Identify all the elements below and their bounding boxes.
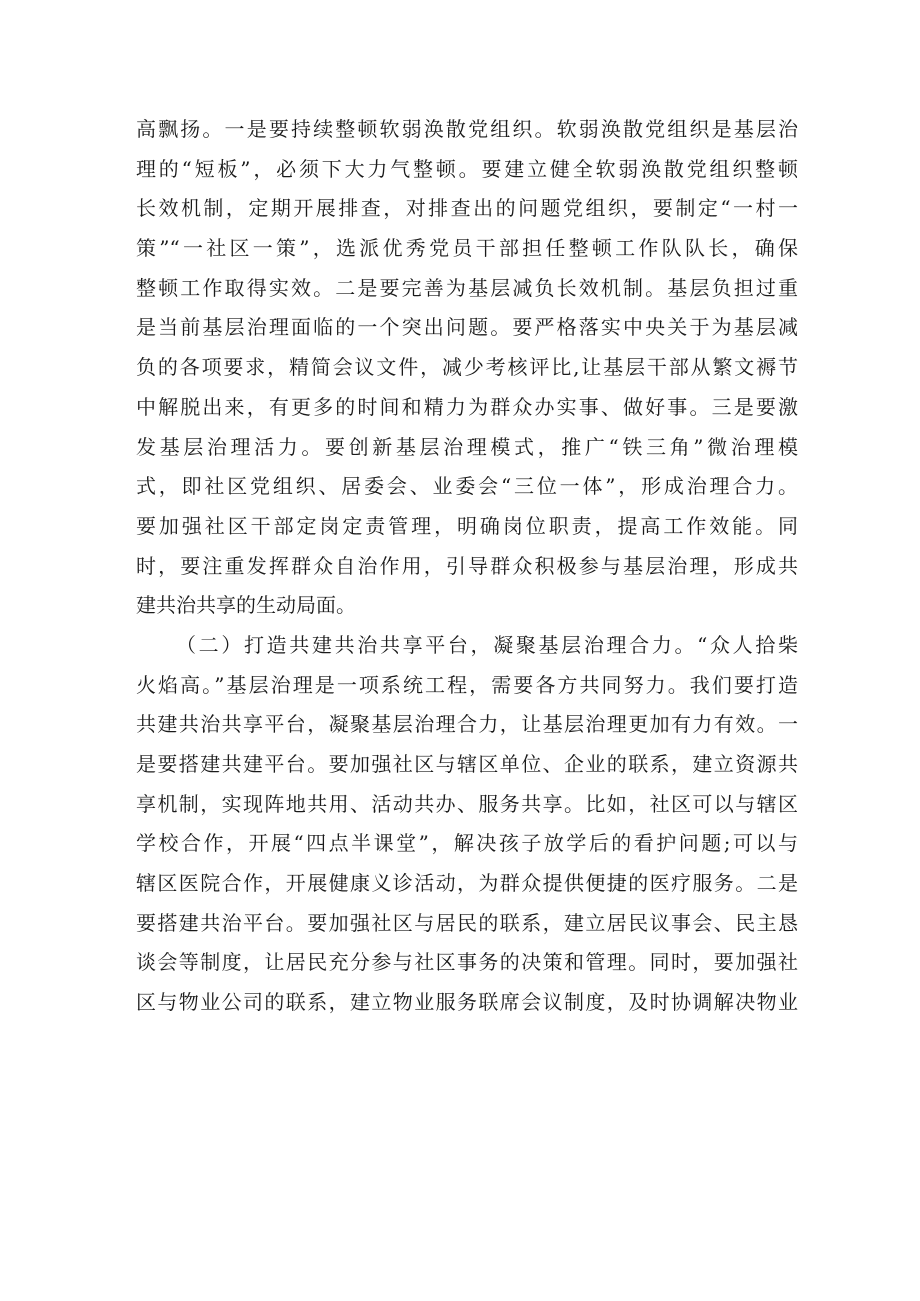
- text-line: 是要搭建共建平台。要加强社区与辖区单位、企业的联系，建立资源共: [136, 752, 798, 776]
- text-line: 共建共治共享平台，凝聚基层治理合力，让基层治理更加有力有效。一: [136, 712, 798, 737]
- text-line: 要加强社区干部定岗定责管理，明确岗位职责，提高工作效能。同: [136, 513, 798, 538]
- text-line: 辖区医院合作，开展健康义诊活动，为群众提供便捷的医疗服务。二是: [136, 871, 798, 896]
- section-heading-line: （二）打造共建共治共享平台，凝聚基层治理合力。“众人拾柴: [176, 632, 798, 657]
- text-line: 理的“短板”，必须下大力气整顿。要建立健全软弱涣散党组织整顿: [136, 156, 798, 181]
- text-line: 高飘扬。一是要持续整顿软弱涣散党组织。软弱涣散党组织是基层治: [136, 117, 798, 141]
- text-line: 要搭建共治平台。要加强社区与居民的联系，建立居民议事会、民主恳: [136, 910, 798, 935]
- text-line: 是当前基层治理面临的一个突出问题。要严格落实中央关于为基层减: [136, 315, 798, 340]
- text-line: 负的各项要求，精简会议文件，减少考核评比,让基层干部从繁文褥节: [136, 355, 798, 380]
- text-line: 建共治共享的生动局面。: [136, 593, 356, 618]
- text-line: 式，即社区党组织、居委会、业委会“三位一体”，形成治理合力。: [136, 474, 798, 499]
- text-line: 整顿工作取得实效。二是要完善为基层减负长效机制。基层负担过重: [136, 275, 798, 300]
- text-line: 策”“一社区一策”，选派优秀党员干部担任整顿工作队队长，确保: [136, 236, 798, 261]
- text-line: 学校合作，开展“四点半课堂”，解决孩子放学后的看护问题;可以与: [136, 831, 798, 856]
- text-line: 长效机制，定期开展排查，对排查出的问题党组织，要制定“一村一: [136, 196, 798, 221]
- text-line: 火焰高。”基层治理是一项系统工程，需要各方共同努力。我们要打造: [136, 672, 798, 697]
- text-line: 发基层治理活力。要创新基层治理模式，推广“铁三角”微治理模: [136, 434, 798, 459]
- text-line: 享机制，实现阵地共用、活动共办、服务共享。比如，社区可以与辖区: [136, 791, 798, 816]
- text-line: 时，要注重发挥群众自治作用，引导群众积极参与基层治理，形成共: [136, 553, 798, 578]
- document-body: [136, 110, 798, 1023]
- text-line: 区与物业公司的联系，建立物业服务联席会议制度，及时协调解决物业: [136, 990, 798, 1015]
- text-line: 谈会等制度，让居民充分参与社区事务的决策和管理。同时，要加强社: [136, 950, 798, 975]
- text-line: 中解脱出来，有更多的时间和精力为群众办实事、做好事。三是要激: [136, 394, 798, 419]
